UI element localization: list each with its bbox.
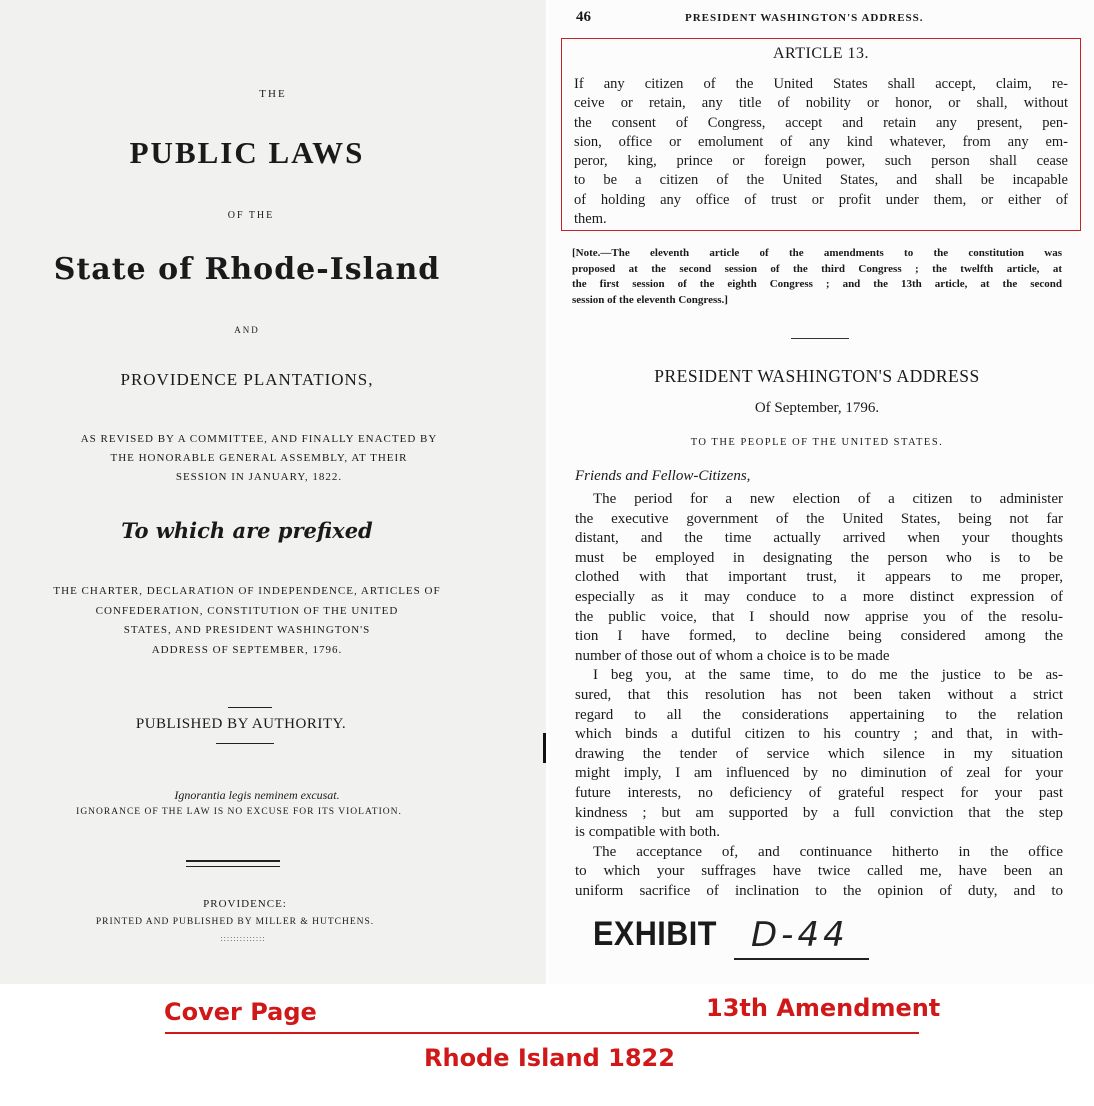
cover-charter-line: ADDRESS OF SEPTEMBER, 1796.	[151, 643, 343, 656]
cover-title: PUBLIC LAWS	[129, 135, 365, 170]
note-line: [Note.—The eleventh article of the amendments to the constitution was	[572, 247, 1062, 259]
cover-revised	[0, 430, 532, 487]
cover-charter-line: STATES, AND PRESIDENT WASHINGTON'S	[123, 624, 371, 636]
amendment-page	[549, 0, 1094, 984]
article-line: to be a citizen of the United States, and shall be incapable	[574, 172, 1068, 189]
cover-the: THE	[259, 88, 287, 100]
exhibit-number: D-44	[751, 915, 849, 955]
address-line: The acceptance of, and continuance hitherto in the office	[593, 843, 1063, 860]
address-line: sured, that this resolution has not been taken without a strict	[575, 686, 1063, 703]
cover-providence: PROVIDENCE:	[203, 898, 287, 910]
address-line: tion I have formed, to decline being considered among the	[575, 628, 1063, 645]
address-line: to which your suffrages have twice called me, have been an	[575, 863, 1063, 880]
margin-mark	[543, 733, 546, 763]
article-line: If any citizen of the United States shall accept, claim, re-	[574, 76, 1068, 92]
address-line: is compatible with both.	[575, 824, 720, 841]
cover-and: AND	[234, 325, 260, 335]
address-line: I beg you, at the same time, to do me the justice to be as-	[593, 667, 1063, 684]
address-body	[575, 490, 1063, 901]
address-line: uniform sacrifice of inclination to the opinion of duty, and to	[575, 882, 1063, 899]
exhibit-underline	[734, 958, 869, 960]
article-line: of holding any office of trust or profit under them, or either of	[574, 191, 1068, 208]
address-line: might imply, I am influenced by no diminution of zeal for your	[575, 765, 1063, 782]
address-line: clothed with that important trust, it appears to me proper,	[575, 569, 1063, 586]
cover-rule	[228, 707, 272, 708]
article-13-box	[561, 38, 1081, 231]
caption-rule	[165, 1032, 919, 1034]
address-line: which binds a dutiful citizen to his country ; and that, in with-	[575, 726, 1063, 743]
note	[572, 246, 1062, 308]
address-date: Of September, 1796.	[754, 400, 880, 416]
cover-charter-line: CONFEDERATION, CONSTITUTION OF THE UNITED	[95, 604, 399, 617]
cover-latin-motto: Ignorantia legis neminem excusat.	[174, 788, 340, 802]
caption-rhode-island: Rhode Island 1822	[424, 1044, 675, 1072]
cover-rule	[216, 743, 274, 744]
caption-13th-amendment: 13th Amendment	[706, 994, 941, 1022]
address-line: the executive government of the United States, being not far	[575, 510, 1063, 527]
cover-of-the: OF THE	[227, 210, 275, 221]
article-line: ceive or retain, any title of nobility or honor, or shall, without	[574, 95, 1068, 112]
address-line: future interests, no deficiency of grateful respect for your past	[575, 784, 1063, 801]
cover-revised-line: SESSION IN JANUARY, 1822.	[175, 471, 343, 483]
address-to: TO THE PEOPLE OF THE UNITED STATES.	[690, 437, 944, 448]
address-line: especially as it may conduce to a more distinct expression of	[575, 588, 1063, 605]
cover-published: PUBLISHED BY AUTHORITY.	[135, 716, 347, 732]
article-line: the consent of Congress, accept and retain any present, pen-	[574, 114, 1068, 131]
address-line: kindness ; but am supported by a full conviction that the step	[575, 804, 1063, 821]
address-title: PRESIDENT WASHINGTON'S ADDRESS	[654, 366, 980, 386]
cover-printer: PRINTED AND PUBLISHED BY MILLER & HUTCHENS.	[95, 917, 375, 927]
cover-revised-line: THE HONORABLE GENERAL ASSEMBLY, AT THEIR	[110, 452, 408, 464]
address-line: The period for a new election of a citizen to administer	[593, 491, 1063, 507]
cover-ignorance-motto: IGNORANCE OF THE LAW IS NO EXCUSE FOR ITS VIOLATION.	[76, 807, 402, 817]
cover-charter-line: THE CHARTER, DECLARATION OF INDEPENDENCE, ARTICLES OF	[53, 585, 441, 597]
address-line: drawing the tender of service which silence in my situation	[575, 745, 1063, 762]
caption-cover-page: Cover Page	[164, 998, 317, 1026]
article-line: sion, office or emolument of any kind whatever, from any em-	[574, 133, 1068, 150]
cover-state: State of Rhode-Island	[53, 252, 441, 287]
note-line: the first session of the eighth Congress ; and the 13th article, at the second	[572, 278, 1062, 290]
cover-plantations: PROVIDENCE PLANTATIONS,	[120, 370, 374, 389]
address-line: distant, and the time actually arrived when your thoughts	[575, 530, 1063, 547]
article-body	[574, 75, 1068, 229]
note-line: session of the eleventh Congress.]	[572, 293, 728, 306]
cover-ornament: ::::::::::::::	[220, 934, 266, 943]
address-line: number of those out of whom a choice is to be made	[575, 647, 890, 664]
cover-prefixed: To which are prefixed	[121, 518, 373, 543]
running-header: PRESIDENT WASHINGTON'S ADDRESS.	[685, 12, 924, 24]
article-title: ARTICLE 13.	[772, 45, 870, 62]
article-line: them.	[574, 211, 607, 228]
section-rule	[791, 338, 849, 339]
cover-charter	[0, 582, 520, 660]
cover-page	[0, 0, 546, 984]
note-line: proposed at the second session of the third Congress ; the twelfth article, at	[572, 262, 1062, 275]
cover-rule	[186, 860, 280, 862]
exhibit-label: EXHIBIT	[593, 915, 717, 953]
address-line: regard to all the considerations appertaining to the relation	[575, 706, 1063, 723]
cover-rule	[186, 866, 280, 867]
page-number: 46	[576, 9, 591, 25]
salutation: Friends and Fellow-Citizens,	[575, 468, 751, 484]
address-line: must be employed in designating the person who is to be	[575, 549, 1063, 566]
address-line: the public voice, that I should now apprise you of the resolu-	[575, 608, 1063, 625]
article-line: peror, king, prince or foreign power, such person shall cease	[574, 153, 1068, 170]
cover-revised-line: AS REVISED BY A COMMITTEE, AND FINALLY ENACTED BY	[80, 433, 438, 445]
